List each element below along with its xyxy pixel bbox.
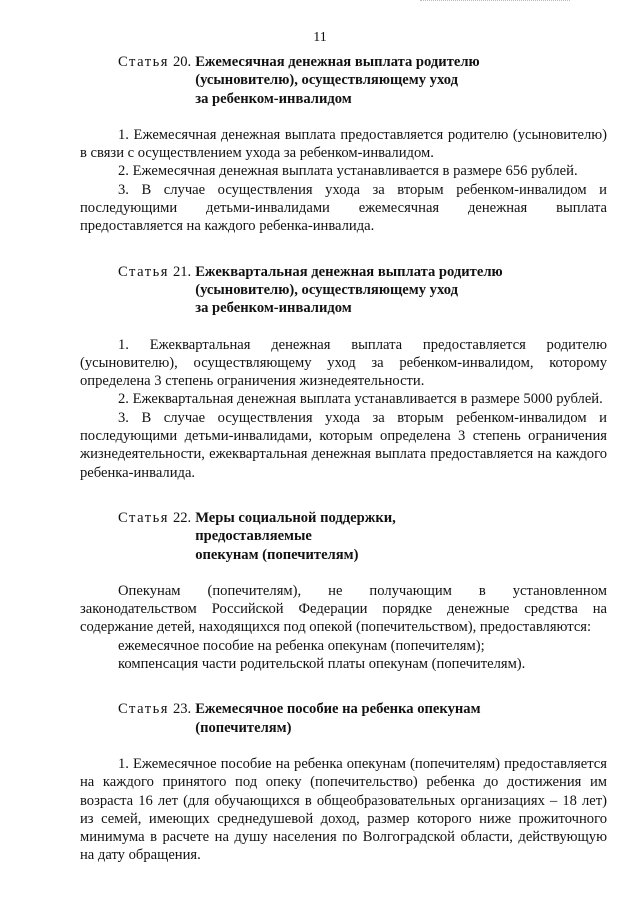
article-title-line: Ежемесячное пособие на ребенка опекунам [195, 701, 481, 718]
article-number: 22. [172, 509, 192, 526]
article-paragraph: 1. Ежемесячное пособие на ребенка опекунам (попечителям) предоставляется на каждого принятого под опеку (попечительство) ребенка до достижения им возраста 16 лет (для обучающихся в общеобразовательных организациях – 18 лет) из семей, имеющих среднедушевой доход, размер которого ниже прожиточного минимума в расчете на душу населения по Волгоградской области, действующую на дату обращения. [80, 755, 607, 864]
article-body [80, 336, 607, 482]
article-title-line: за ребенком-инвалидом [195, 300, 352, 317]
article-list-item: ежемесячное пособие на ребенка опекунам (попечителям); [118, 637, 485, 654]
article-paragraph: Опекунам (попечителям), не получающим в установленном законодательством Российской Федерации порядке денежные средства на содержание детей, находящихся под опекой (попечительством), предоставляются: [80, 582, 607, 636]
article-list-item: компенсация части родительской платы опекунам (попечителям). [118, 656, 526, 673]
article-number: 20. [172, 54, 192, 70]
article-number: 21. [172, 263, 192, 280]
article-title-line: (усыновителю), осуществляющему уход [195, 281, 458, 298]
article-paragraph: 3. В случае осуществления ухода за вторым ребенком-инвалидом и последующими детьми-инвалидами, которым определена 3 степень ограничения жизнедеятельности, ежеквартальная денежная выплата предоставляется на каждого ребенка-инвалида. [80, 409, 607, 481]
scan-edge-marks [420, 0, 570, 4]
article-22 [80, 509, 607, 673]
article-title-line: (усыновителю), осуществляющему уход [195, 72, 458, 89]
page-number: 11 [313, 30, 327, 45]
article-heading [118, 509, 607, 564]
article-title [195, 509, 515, 564]
article-paragraph: 1. Ежеквартальная денежная выплата предоставляется родителю (усыновителю), осуществляющему уход за ребенком-инвалидом, которому определена 3 степень ограничения жизнедеятельности. [80, 336, 607, 390]
article-title [195, 53, 515, 108]
article-title-line: (попечителям) [195, 719, 292, 736]
article-23 [80, 700, 607, 864]
document-body [80, 53, 607, 865]
article-number: 23. [172, 701, 192, 718]
article-title-line: опекунам (попечителям) [195, 546, 359, 563]
article-title-line: за ребенком-инвалидом [195, 90, 352, 107]
article-label: Статья [118, 701, 169, 718]
article-heading [118, 700, 607, 737]
article-21 [80, 263, 607, 482]
article-title-line: Ежемесячная денежная выплата родителю [195, 54, 480, 70]
article-title [195, 700, 515, 737]
article-title-line: Ежеквартальная денежная выплата родителю [195, 263, 503, 280]
article-heading [118, 263, 607, 318]
article-label: Статья [118, 509, 169, 526]
article-body [80, 126, 607, 236]
article-20 [80, 53, 607, 236]
article-body [80, 582, 607, 673]
article-paragraph: 2. Ежеквартальная денежная выплата устанавливается в размере 5000 рублей. [118, 391, 603, 408]
article-title-line: Меры социальной поддержки, предоставляемые [195, 509, 396, 545]
article-label: Статья [118, 263, 169, 280]
article-paragraph: 1. Ежемесячная денежная выплата предоставляется родителю (усыновителю) в связи с осуществлением ухода за ребенком-инвалидом. [80, 126, 607, 162]
article-title [195, 263, 515, 318]
article-paragraph: 3. В случае осуществления ухода за вторым ребенком-инвалидом и последующими детьми-инвалидами ежемесячная денежная выплата предоставляется на каждого ребенка-инвалида. [80, 181, 607, 235]
article-heading [118, 53, 607, 108]
article-label: Статья [118, 54, 169, 70]
article-paragraph: 2. Ежемесячная денежная выплата устанавливается в размере 656 рублей. [118, 163, 578, 180]
article-body [80, 755, 607, 865]
